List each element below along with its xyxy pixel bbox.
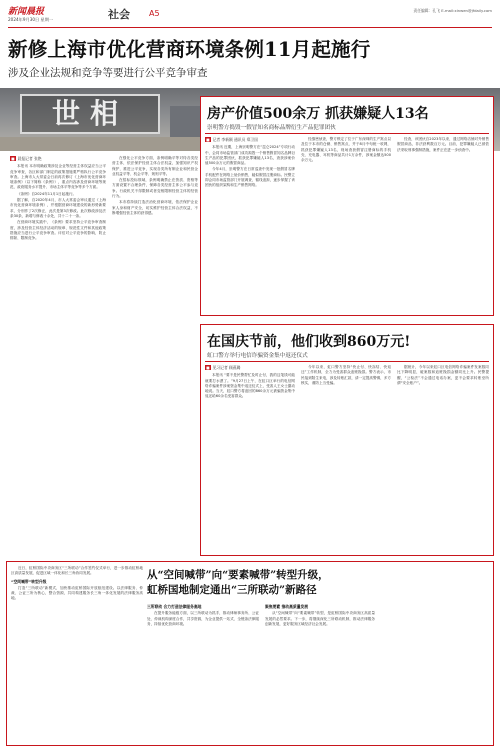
article-box-1 — [200, 96, 494, 316]
section-name: 社会 — [108, 8, 130, 21]
bottom-subhead: 三所联动 合力打造法律服务高地 — [147, 604, 202, 609]
box1-paragraph: 本报讯 近期，上海崇明警方在“昆仑2024”专项行动中，会同市场监管部门成功捣毁一个销售假冒知名品牌衍生产品的犯罪团伙，抓获犯罪嫌疑人13名，查获涉案价值500余万元的假冒商品。 — [205, 145, 295, 166]
editor-line: 责任编辑：孔飞 E-mail:xinwen@jfdaily.com — [413, 8, 492, 13]
bottom-article-box — [6, 561, 494, 746]
box2-paragraph: 本报讯 “要不是民警帮忙及时止付，我的这笔钱可能就要打水漂了。”9月27日上午，在虹口区举行的电信网络诈骗案件涉案资金集中返还仪式上，受害人王女士激动地说。当天，虹口警方将追回的860余万元被骗资金集中返还给60余名受害群众。 — [205, 373, 295, 399]
main-headline: 新修上海市优化营商环境条例11月起施行 — [8, 38, 371, 61]
newspaper-logo: 新闻晨报 — [8, 7, 45, 17]
box2-paragraph: 据统计，今年以来虹口区电信网络诈骗案件发案数同比下降明显，破案数和追赃挽损金额同比上升。民警提醒，“公检法”不会通过电话办案，更不会要求转账至所谓“安全账户”。 — [397, 365, 489, 385]
box2-byline: ■ 见习记者 顾燕璐 — [206, 365, 241, 370]
main-paragraph: 本市将持续打造法治化营商环境，依法保护企业家人身和财产安全，切实维护经营主体合法权益，不断增强经营主体的获得感。 — [112, 200, 198, 215]
box1-headline: 房产价值500余万 抓获嫌疑人13名 — [207, 106, 429, 122]
article-box-2 — [200, 324, 494, 556]
bottom-subhead: “空间喊带”转型升级 — [11, 578, 47, 584]
bottom-headline-line1: 从“空间喊带”向“要素喊带”转型升级， — [147, 569, 329, 581]
main-paragraph: 在招标投标领域，条例明确禁止在资质、资格等方面设置不合理条件，保障各类经营主体公平参与竞争。行政机关不得限制或者变相限制经营主体的经营行为。 — [112, 178, 198, 199]
bottom-col1 — [11, 566, 143, 603]
bottom-paragraph: 在提升服务能级方面，以三所联动为抓手，推动律师事务所、公证处、仲裁机构深度合作，共享资源，为企业提供一站式、全链条法律服务，持续优化营商环境。 — [147, 611, 259, 626]
bottom-headline-line2: 虹桥国地制定通出“三所联动”新路径 — [147, 584, 317, 596]
issue-date: 2024年9月30日 星期一 — [8, 17, 54, 22]
main-paragraph: 在营商环境实践中，《条例》要求坚持公平竞争审查制度，涉及经营主体经济活动的规章、规范性文件和其他政策措施应当进行公平竞争审查。评估对公平竞争的影响，防止排除、限制竞争。 — [10, 220, 106, 241]
main-paragraph: 在强化公平竞争方面，条例明确平等对待各类经营主体，依法保护经营主体合法权益，加强知识产权保护，推进公平竞争，实现各类所有制企业和民营企业权益平等、机会平等、规则平等。 — [112, 156, 198, 176]
main-article-col2 — [112, 156, 198, 217]
main-paragraph: 据了解，自2020年4月，市人大常委会审议通过《上海市优化营商环境条例》，并根据营商环境建设的新形势新要求，分别作了2次修正，此次是第3次修改。此次修改涉及法条30条，新增与修改十余处，共十二十一条。 — [10, 198, 106, 218]
box2-headline: 在国庆节前，他们收到860万元! — [207, 334, 411, 350]
bottom-headline — [147, 568, 357, 598]
box2-paragraph: 今年以来，虹口警方坚持“快止付、快冻结、快返还”工作机制，全力为受害群众追赃挽损。警方表示，市民接到陌生来电，涉及转账汇款，请一定提高警惕，多方核实，谨防上当受骗。 — [301, 365, 391, 385]
bottom-paragraph: 打造“三所联动”新模式，加快推动虹桥国际开放枢纽建设。以法律服务、仲裁、公证三所为核心，整合资源，共同构建服务长三角一体化发展的法律服务高地。 — [11, 585, 143, 601]
section-code: A5 — [149, 9, 160, 18]
box1-paragraph: 经查，该团伙自2023年以来，通过网络店铺对外销售假冒商品，非法获利数百万元。目前，犯罪嫌疑人已被依法采取刑事强制措施，案件正在进一步侦查中。 — [397, 137, 489, 152]
main-byline: ■ 晨报记者 张艳 — [11, 156, 42, 161]
box1-byline: ■ 记者 李新颖 通讯员 郑卫国 — [206, 137, 258, 142]
box1-paragraph: 今年4月，崇明警方在日常巡查中发现一批假冒名牌手机配件在网络上低价销售，疑似假冒注册商标。民警立即会同市场监管部门开展调查，循线追踪，逐步掌握了该团伙的组织架构和生产销售网络。 — [205, 167, 295, 188]
box1-paragraph: 经缜密侦查，警方锁定了位于广东深圳的生产窝点以及位于本市的仓储、销售窝点，并于8月中旬统一收网，抓获犯罪嫌疑人13名，现场查获假冒注册商标的手机壳、充电器、耳机等商品共计1万余件，涉案金额达500余万元。 — [301, 137, 391, 163]
main-paragraph: 本报讯 本市明确政策涉及企业等经营主体权益应当公平竞争审查，各区和部门制定的政策措施要严格执行公平竞争审查。上海市人大常委会日前再次修订《上海市优化营商环境条例》（以下简称《条例》），重点内容涉及营商环境等规范、政府服务水平提升、市场主体平等竞争等多个方面。 — [10, 164, 106, 190]
masthead — [8, 4, 492, 28]
photo-sign: 世相 — [20, 94, 160, 134]
bottom-col3 — [265, 602, 375, 628]
box2-subheadline: 虹口警方举行电信诈骗资金集中返还仪式 — [207, 353, 308, 359]
bottom-subhead: 聚焦要素 推动高质量发展 — [265, 604, 309, 609]
main-subheadline: 涉及企业法规和竞争等要进行公平竞争审查 — [8, 67, 208, 79]
box1-subheadline: 崇明警方捣毁一假冒知名商标品牌衍生产品犯罪团伙 — [207, 125, 336, 131]
main-article-col1 — [10, 156, 106, 242]
bottom-col2 — [147, 602, 259, 628]
bottom-paragraph: 从“空间喊带”向“要素喊带”转型，是虹桥国际中央商务区高质量发展的必然要求。下一步，将继续深化三所联动机制，推动法律服务创新发展，更好服务区域经济社会发展。 — [265, 611, 375, 626]
main-paragraph: 《条例》自2024年11月1日起施行。 — [17, 191, 77, 196]
bottom-paragraph: 近日，虹桥国际中央商务区“三所联动”合作签约仪式举行，进一步推动虹桥地区高质量发展，促进区域一体化和长三角协同发展。 — [11, 566, 143, 576]
